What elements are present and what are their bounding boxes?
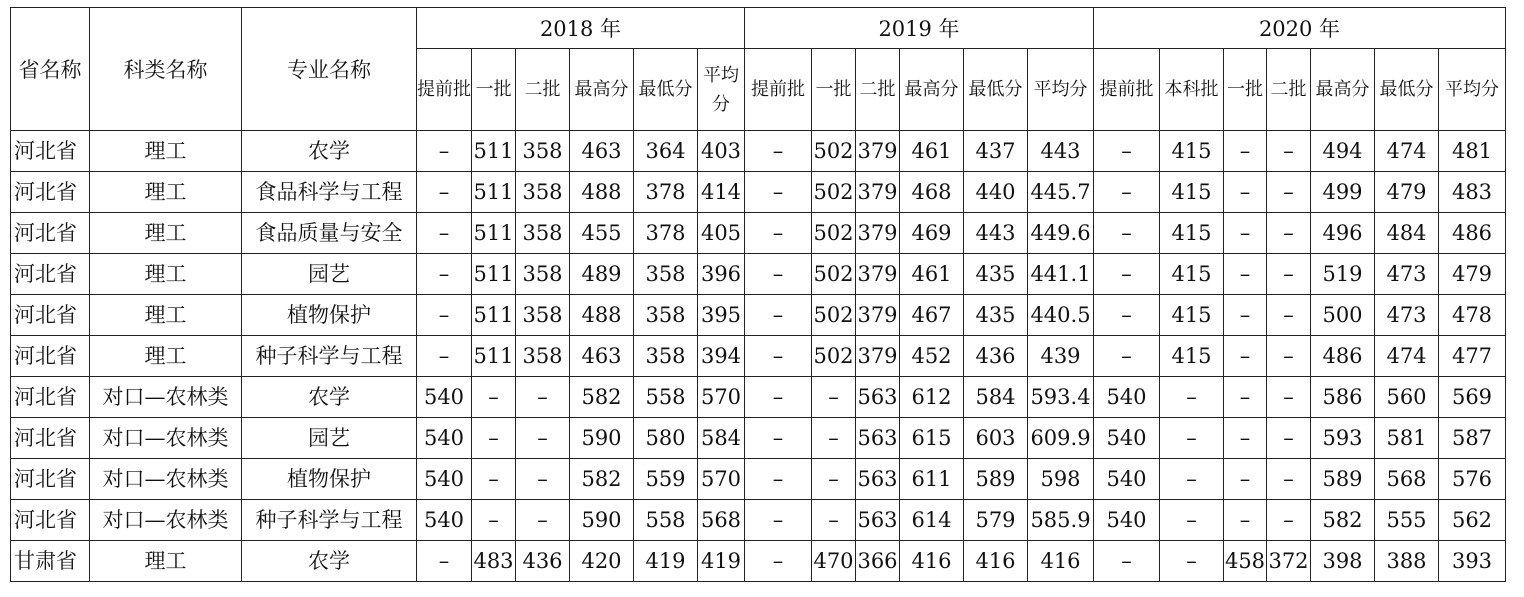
table-row xyxy=(11,336,1506,377)
cell-2020-first: – xyxy=(1224,254,1267,295)
cell-2018-min: 559 xyxy=(634,459,698,500)
cell-2020-early: – xyxy=(1094,254,1160,295)
cell-2018-avg: 570 xyxy=(698,459,745,500)
cell-2018-early: – xyxy=(417,172,472,213)
cell-2019-early: – xyxy=(745,131,812,172)
cell-2020-min: 473 xyxy=(1375,295,1439,336)
cell-2020-second: – xyxy=(1267,377,1311,418)
header-2018-first: 一批 xyxy=(472,49,516,131)
cell-2020-max: 398 xyxy=(1311,541,1375,582)
cell-2018-max: 488 xyxy=(570,172,634,213)
cell-2019-avg: 416 xyxy=(1028,541,1094,582)
cell-2019-avg: 593.4 xyxy=(1028,377,1094,418)
header-2018-min: 最低分 xyxy=(634,49,698,131)
table-row xyxy=(11,459,1506,500)
cell-2020-second: – xyxy=(1267,500,1311,541)
cell-province: 河北省 xyxy=(11,254,90,295)
cell-2018-min: 358 xyxy=(634,295,698,336)
cell-2019-first: 502 xyxy=(812,213,856,254)
cell-2020-first: – xyxy=(1224,131,1267,172)
cell-2018-early: 540 xyxy=(417,500,472,541)
cell-2019-first: 502 xyxy=(812,254,856,295)
header-row-years xyxy=(11,8,1506,49)
cell-2018-early: 540 xyxy=(417,418,472,459)
table-row xyxy=(11,172,1506,213)
cell-category: 理工 xyxy=(90,172,242,213)
cell-2020-avg: 562 xyxy=(1439,500,1506,541)
cell-2018-early: – xyxy=(417,254,472,295)
cell-2019-first: 470 xyxy=(812,541,856,582)
cell-2019-min: 589 xyxy=(964,459,1028,500)
cell-category: 理工 xyxy=(90,254,242,295)
cell-2019-min: 435 xyxy=(964,295,1028,336)
cell-2020-min: 474 xyxy=(1375,336,1439,377)
cell-major: 农学 xyxy=(242,541,417,582)
cell-2018-max: 489 xyxy=(570,254,634,295)
header-2020-max: 最高分 xyxy=(1311,49,1375,131)
table-header xyxy=(11,8,1506,131)
cell-major: 食品质量与安全 xyxy=(242,213,417,254)
cell-2018-min: 419 xyxy=(634,541,698,582)
cell-2019-avg: 443 xyxy=(1028,131,1094,172)
cell-2020-avg: 569 xyxy=(1439,377,1506,418)
cell-2018-min: 358 xyxy=(634,254,698,295)
cell-2019-first: – xyxy=(812,377,856,418)
cell-2018-first: 511 xyxy=(472,213,516,254)
cell-major: 植物保护 xyxy=(242,459,417,500)
cell-2018-avg: 570 xyxy=(698,377,745,418)
cell-2020-max: 586 xyxy=(1311,377,1375,418)
cell-2020-second: – xyxy=(1267,418,1311,459)
cell-2018-min: 580 xyxy=(634,418,698,459)
cell-2020-max: 589 xyxy=(1311,459,1375,500)
cell-2018-min: 378 xyxy=(634,213,698,254)
cell-2018-max: 590 xyxy=(570,500,634,541)
cell-2020-min: 484 xyxy=(1375,213,1439,254)
cell-2019-early: – xyxy=(745,500,812,541)
cell-2018-avg: 394 xyxy=(698,336,745,377)
table-row xyxy=(11,295,1506,336)
cell-category: 理工 xyxy=(90,213,242,254)
header-major: 专业名称 xyxy=(242,8,417,131)
cell-2019-early: – xyxy=(745,336,812,377)
cell-2020-undergrad: 415 xyxy=(1160,254,1224,295)
cell-2020-early: – xyxy=(1094,213,1160,254)
cell-2019-second: 379 xyxy=(856,131,900,172)
cell-2020-avg: 576 xyxy=(1439,459,1506,500)
header-year-2018: 2018 年 xyxy=(417,8,745,49)
table-row xyxy=(11,500,1506,541)
cell-2020-early: 540 xyxy=(1094,418,1160,459)
cell-major: 农学 xyxy=(242,131,417,172)
cell-2020-min: 568 xyxy=(1375,459,1439,500)
cell-2020-second: – xyxy=(1267,295,1311,336)
header-year-2020: 2020 年 xyxy=(1094,8,1506,49)
cell-2019-min: 603 xyxy=(964,418,1028,459)
cell-2019-early: – xyxy=(745,213,812,254)
header-2020-undergrad: 本科批 xyxy=(1160,49,1224,131)
cell-2018-second: 358 xyxy=(516,336,570,377)
cell-2019-avg: 598 xyxy=(1028,459,1094,500)
cell-2020-second: – xyxy=(1267,172,1311,213)
cell-2018-max: 488 xyxy=(570,295,634,336)
cell-2020-second: 372 xyxy=(1267,541,1311,582)
header-2020-second: 二批 xyxy=(1267,49,1311,131)
cell-2020-avg: 479 xyxy=(1439,254,1506,295)
cell-2018-second: – xyxy=(516,459,570,500)
cell-2018-second: 358 xyxy=(516,172,570,213)
cell-2019-max: 461 xyxy=(900,254,964,295)
cell-category: 对口—农林类 xyxy=(90,377,242,418)
cell-2020-min: 479 xyxy=(1375,172,1439,213)
cell-2018-second: – xyxy=(516,377,570,418)
cell-province: 河北省 xyxy=(11,377,90,418)
cell-2020-min: 388 xyxy=(1375,541,1439,582)
cell-2020-first: – xyxy=(1224,295,1267,336)
cell-2018-min: 558 xyxy=(634,377,698,418)
cell-2019-second: 379 xyxy=(856,254,900,295)
cell-2020-max: 582 xyxy=(1311,500,1375,541)
cell-2018-second: 358 xyxy=(516,213,570,254)
cell-2019-min: 437 xyxy=(964,131,1028,172)
cell-2020-early: 540 xyxy=(1094,377,1160,418)
cell-2020-second: – xyxy=(1267,459,1311,500)
cell-2018-first: 511 xyxy=(472,254,516,295)
header-2019-min: 最低分 xyxy=(964,49,1028,131)
cell-2019-avg: 441.1 xyxy=(1028,254,1094,295)
cell-province: 甘肃省 xyxy=(11,541,90,582)
cell-2020-min: 474 xyxy=(1375,131,1439,172)
cell-2019-second: 379 xyxy=(856,213,900,254)
cell-2020-first: – xyxy=(1224,418,1267,459)
cell-2018-max: 590 xyxy=(570,418,634,459)
table-row xyxy=(11,377,1506,418)
cell-province: 河北省 xyxy=(11,295,90,336)
cell-2019-min: 435 xyxy=(964,254,1028,295)
cell-2018-min: 378 xyxy=(634,172,698,213)
cell-2019-first: 502 xyxy=(812,295,856,336)
cell-2020-undergrad: 415 xyxy=(1160,336,1224,377)
cell-2018-avg: 419 xyxy=(698,541,745,582)
cell-category: 理工 xyxy=(90,336,242,377)
cell-2018-early: – xyxy=(417,131,472,172)
cell-2019-min: 440 xyxy=(964,172,1028,213)
cell-2020-early: 540 xyxy=(1094,459,1160,500)
cell-2020-second: – xyxy=(1267,336,1311,377)
cell-2018-early: 540 xyxy=(417,459,472,500)
cell-province: 河北省 xyxy=(11,213,90,254)
cell-2019-max: 461 xyxy=(900,131,964,172)
cell-2018-avg: 403 xyxy=(698,131,745,172)
header-2018-early: 提前批 xyxy=(417,49,472,131)
cell-2020-undergrad: 415 xyxy=(1160,295,1224,336)
cell-2018-early: – xyxy=(417,541,472,582)
table-row xyxy=(11,541,1506,582)
cell-2018-first: – xyxy=(472,377,516,418)
cell-2018-avg: 414 xyxy=(698,172,745,213)
cell-2019-first: 502 xyxy=(812,172,856,213)
cell-2018-min: 558 xyxy=(634,500,698,541)
cell-2019-second: 379 xyxy=(856,336,900,377)
cell-2020-min: 581 xyxy=(1375,418,1439,459)
cell-2019-min: 584 xyxy=(964,377,1028,418)
cell-2018-first: – xyxy=(472,418,516,459)
cell-2020-first: – xyxy=(1224,172,1267,213)
cell-2020-max: 519 xyxy=(1311,254,1375,295)
header-2019-max: 最高分 xyxy=(900,49,964,131)
cell-2019-early: – xyxy=(745,541,812,582)
cell-2018-min: 358 xyxy=(634,336,698,377)
cell-major: 食品科学与工程 xyxy=(242,172,417,213)
cell-2020-undergrad: – xyxy=(1160,541,1224,582)
cell-2019-min: 443 xyxy=(964,213,1028,254)
cell-province: 河北省 xyxy=(11,336,90,377)
cell-2018-first: 511 xyxy=(472,336,516,377)
cell-2020-first: – xyxy=(1224,336,1267,377)
cell-major: 植物保护 xyxy=(242,295,417,336)
cell-2019-second: 379 xyxy=(856,295,900,336)
cell-2018-max: 455 xyxy=(570,213,634,254)
cell-2019-avg: 609.9 xyxy=(1028,418,1094,459)
cell-2020-avg: 393 xyxy=(1439,541,1506,582)
cell-2019-second: 563 xyxy=(856,377,900,418)
cell-2020-max: 486 xyxy=(1311,336,1375,377)
cell-2020-min: 473 xyxy=(1375,254,1439,295)
cell-2020-undergrad: 415 xyxy=(1160,213,1224,254)
cell-2019-second: 563 xyxy=(856,418,900,459)
cell-2020-early: – xyxy=(1094,541,1160,582)
cell-2019-avg: 449.6 xyxy=(1028,213,1094,254)
cell-category: 对口—农林类 xyxy=(90,418,242,459)
cell-2020-second: – xyxy=(1267,131,1311,172)
cell-2019-first: – xyxy=(812,459,856,500)
cell-2019-early: – xyxy=(745,295,812,336)
cell-2020-undergrad: 415 xyxy=(1160,131,1224,172)
cell-2018-first: 483 xyxy=(472,541,516,582)
cell-2020-max: 593 xyxy=(1311,418,1375,459)
cell-2019-second: 379 xyxy=(856,172,900,213)
cell-2020-undergrad: – xyxy=(1160,377,1224,418)
cell-2020-second: – xyxy=(1267,213,1311,254)
cell-2019-early: – xyxy=(745,172,812,213)
cell-2020-max: 500 xyxy=(1311,295,1375,336)
cell-province: 河北省 xyxy=(11,172,90,213)
cell-2018-second: – xyxy=(516,418,570,459)
cell-2020-first: – xyxy=(1224,213,1267,254)
header-category: 科类名称 xyxy=(90,8,242,131)
cell-2019-early: – xyxy=(745,254,812,295)
header-2018-max: 最高分 xyxy=(570,49,634,131)
cell-2018-avg: 395 xyxy=(698,295,745,336)
cell-2019-max: 469 xyxy=(900,213,964,254)
cell-2020-avg: 481 xyxy=(1439,131,1506,172)
cell-2020-early: – xyxy=(1094,336,1160,377)
cell-province: 河北省 xyxy=(11,131,90,172)
cell-2019-max: 468 xyxy=(900,172,964,213)
cell-major: 种子科学与工程 xyxy=(242,500,417,541)
cell-2019-first: – xyxy=(812,500,856,541)
cell-2018-avg: 584 xyxy=(698,418,745,459)
cell-2019-max: 467 xyxy=(900,295,964,336)
cell-2019-first: – xyxy=(812,418,856,459)
cell-2018-first: 511 xyxy=(472,295,516,336)
table-container xyxy=(10,7,1506,582)
cell-2019-second: 563 xyxy=(856,459,900,500)
cell-2020-undergrad: – xyxy=(1160,500,1224,541)
cell-2019-max: 452 xyxy=(900,336,964,377)
table-body xyxy=(11,131,1506,582)
cell-2018-second: 358 xyxy=(516,254,570,295)
table-row xyxy=(11,418,1506,459)
cell-2018-avg: 405 xyxy=(698,213,745,254)
header-2019-second: 二批 xyxy=(856,49,900,131)
header-2019-first: 一批 xyxy=(812,49,856,131)
cell-2018-second: 358 xyxy=(516,131,570,172)
cell-2018-avg: 568 xyxy=(698,500,745,541)
cell-2020-min: 560 xyxy=(1375,377,1439,418)
cell-2020-early: – xyxy=(1094,131,1160,172)
cell-category: 理工 xyxy=(90,295,242,336)
cell-2020-first: 458 xyxy=(1224,541,1267,582)
cell-2018-max: 420 xyxy=(570,541,634,582)
cell-2019-second: 366 xyxy=(856,541,900,582)
cell-2018-first: 511 xyxy=(472,172,516,213)
header-2019-early: 提前批 xyxy=(745,49,812,131)
cell-2020-avg: 483 xyxy=(1439,172,1506,213)
cell-2018-second: – xyxy=(516,500,570,541)
cell-major: 园艺 xyxy=(242,418,417,459)
cell-2018-min: 364 xyxy=(634,131,698,172)
cell-category: 对口—农林类 xyxy=(90,459,242,500)
cell-2019-max: 612 xyxy=(900,377,964,418)
cell-2020-max: 499 xyxy=(1311,172,1375,213)
cell-2019-max: 615 xyxy=(900,418,964,459)
header-2018-second: 二批 xyxy=(516,49,570,131)
cell-province: 河北省 xyxy=(11,459,90,500)
cell-2018-max: 463 xyxy=(570,336,634,377)
cell-2018-max: 582 xyxy=(570,459,634,500)
cell-major: 园艺 xyxy=(242,254,417,295)
cell-2019-min: 416 xyxy=(964,541,1028,582)
table-row xyxy=(11,131,1506,172)
cell-2020-min: 555 xyxy=(1375,500,1439,541)
cell-2019-avg: 585.9 xyxy=(1028,500,1094,541)
cell-2020-avg: 477 xyxy=(1439,336,1506,377)
cell-2018-second: 358 xyxy=(516,295,570,336)
cell-2018-second: 436 xyxy=(516,541,570,582)
admission-score-table xyxy=(10,7,1506,582)
table-row xyxy=(11,213,1506,254)
cell-category: 理工 xyxy=(90,541,242,582)
cell-2020-first: – xyxy=(1224,459,1267,500)
cell-major: 种子科学与工程 xyxy=(242,336,417,377)
cell-2020-max: 496 xyxy=(1311,213,1375,254)
cell-category: 对口—农林类 xyxy=(90,500,242,541)
cell-2018-early: 540 xyxy=(417,377,472,418)
cell-2020-second: – xyxy=(1267,254,1311,295)
cell-2018-avg: 396 xyxy=(698,254,745,295)
cell-major: 农学 xyxy=(242,377,417,418)
cell-2020-undergrad: – xyxy=(1160,459,1224,500)
cell-2020-first: – xyxy=(1224,377,1267,418)
cell-2020-max: 494 xyxy=(1311,131,1375,172)
cell-2018-first: 511 xyxy=(472,131,516,172)
cell-2018-first: – xyxy=(472,459,516,500)
cell-2018-early: – xyxy=(417,336,472,377)
header-2019-avg: 平均分 xyxy=(1028,49,1094,131)
cell-2020-avg: 486 xyxy=(1439,213,1506,254)
header-2018-avg: 平均分 xyxy=(698,49,745,131)
header-2020-first: 一批 xyxy=(1224,49,1267,131)
cell-2018-early: – xyxy=(417,295,472,336)
cell-2020-avg: 587 xyxy=(1439,418,1506,459)
cell-2019-early: – xyxy=(745,377,812,418)
cell-2019-early: – xyxy=(745,459,812,500)
cell-2020-undergrad: 415 xyxy=(1160,172,1224,213)
cell-2019-avg: 439 xyxy=(1028,336,1094,377)
cell-2019-max: 614 xyxy=(900,500,964,541)
cell-province: 河北省 xyxy=(11,500,90,541)
cell-2019-avg: 445.7 xyxy=(1028,172,1094,213)
cell-2018-early: – xyxy=(417,213,472,254)
header-province: 省名称 xyxy=(11,8,90,131)
cell-2019-first: 502 xyxy=(812,336,856,377)
header-2020-min: 最低分 xyxy=(1375,49,1439,131)
cell-province: 河北省 xyxy=(11,418,90,459)
cell-2019-max: 611 xyxy=(900,459,964,500)
cell-2019-min: 579 xyxy=(964,500,1028,541)
cell-2019-min: 436 xyxy=(964,336,1028,377)
cell-2020-avg: 478 xyxy=(1439,295,1506,336)
cell-2020-first: – xyxy=(1224,500,1267,541)
header-year-2019: 2019 年 xyxy=(745,8,1094,49)
cell-2019-avg: 440.5 xyxy=(1028,295,1094,336)
table-row xyxy=(11,254,1506,295)
cell-category: 理工 xyxy=(90,131,242,172)
cell-2020-early: – xyxy=(1094,295,1160,336)
cell-2019-max: 416 xyxy=(900,541,964,582)
header-2020-early: 提前批 xyxy=(1094,49,1160,131)
header-2020-avg: 平均分 xyxy=(1439,49,1506,131)
cell-2018-first: – xyxy=(472,500,516,541)
cell-2020-early: 540 xyxy=(1094,500,1160,541)
cell-2018-max: 582 xyxy=(570,377,634,418)
cell-2020-early: – xyxy=(1094,172,1160,213)
cell-2019-early: – xyxy=(745,418,812,459)
cell-2020-undergrad: – xyxy=(1160,418,1224,459)
cell-2018-max: 463 xyxy=(570,131,634,172)
cell-2019-first: 502 xyxy=(812,131,856,172)
cell-2019-second: 563 xyxy=(856,500,900,541)
